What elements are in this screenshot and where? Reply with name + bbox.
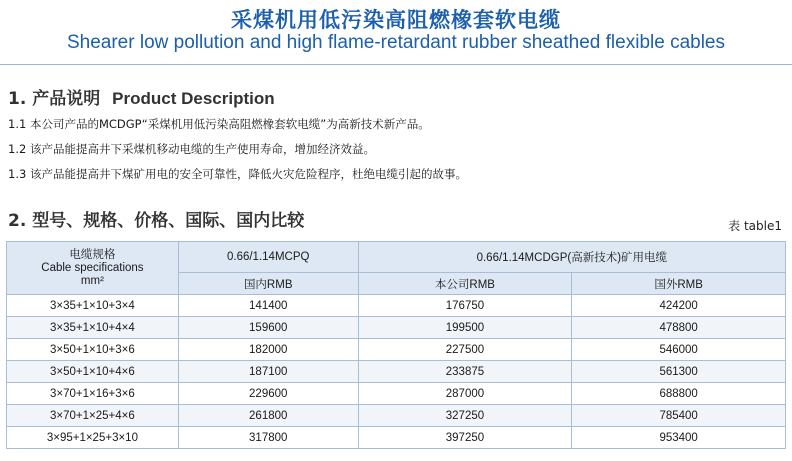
subheader-domestic: 国内RMB [178, 273, 358, 295]
section-1-title-cn: 产品说明 [32, 89, 101, 109]
cell-company: 287000 [358, 383, 572, 405]
cell-foreign: 546000 [572, 339, 786, 361]
section-2-heading: 2. 型号、规格、价格、国际、国内比较 [8, 211, 305, 231]
spec-header-en: Cable specifications [41, 261, 144, 274]
spec-header-unit: mm² [80, 274, 104, 287]
cell-foreign: 953400 [572, 427, 786, 449]
page-title-chinese: 采煤机用低污染高阻燃橡套软电缆 [231, 8, 561, 32]
cell-spec: 3×35+1×10+4×4 [7, 317, 179, 339]
cell-domestic: 187100 [178, 361, 358, 383]
group-header-mcdgp: 0.66/1.14MCDGP(高新技术)矿用电缆 [358, 242, 785, 273]
cell-domestic: 141400 [178, 295, 358, 317]
cell-foreign: 785400 [572, 405, 786, 427]
table-row [7, 361, 786, 383]
description-line-2: 1.2 该产品能提高井下采煤机移动电缆的生产使用寿命，增加经济效益。 [8, 142, 375, 156]
cell-spec: 3×70+1×16+3×6 [7, 383, 179, 405]
cell-foreign: 561300 [572, 361, 786, 383]
description-line-3: 1.3 该产品能提高井下煤矿用电的安全可靠性，降低火灾危险程序，杜绝电缆引起的故事。 [8, 167, 467, 181]
cell-company: 227500 [358, 339, 572, 361]
page-title-english: Shearer low pollution and high flame-retardant rubber sheathed flexible cables [66, 32, 725, 53]
cell-domestic: 317800 [178, 427, 358, 449]
spec-header-cn: 电缆规格 [69, 248, 116, 261]
subheader-foreign: 国外RMB [572, 273, 786, 295]
cell-domestic: 182000 [178, 339, 358, 361]
cell-foreign: 688800 [572, 383, 786, 405]
cell-foreign: 478800 [572, 317, 786, 339]
cell-spec: 3×95+1×25+3×10 [7, 427, 179, 449]
spec-column-header [7, 242, 179, 295]
cell-spec: 3×50+1×10+3×6 [7, 339, 179, 361]
cell-spec: 3×35+1×10+3×4 [7, 295, 179, 317]
section-1-title-en: Product Description [112, 89, 275, 108]
cell-company: 397250 [358, 427, 572, 449]
table-row [7, 295, 786, 317]
cell-domestic: 159600 [178, 317, 358, 339]
header-divider [0, 64, 792, 65]
table-row [7, 427, 786, 449]
subheader-company: 本公司RMB [358, 273, 572, 295]
group-header-mcpq: 0.66/1.14MCPQ [178, 242, 358, 273]
cell-company: 327250 [358, 405, 572, 427]
table-row [7, 317, 786, 339]
cell-domestic: 261800 [178, 405, 358, 427]
cell-company: 176750 [358, 295, 572, 317]
table-tag: 表 table1 [728, 219, 782, 233]
table-row [7, 339, 786, 361]
section-1-heading [8, 84, 275, 109]
price-comparison-table [6, 241, 786, 449]
cell-foreign: 424200 [572, 295, 786, 317]
cell-domestic: 229600 [178, 383, 358, 405]
description-line-1: 1.1 本公司产品的MCDGP“采煤机用低污染高阻燃橡套软电缆”为高新技术新产品。 [8, 117, 430, 131]
table-header-row [7, 242, 786, 273]
cell-company: 233875 [358, 361, 572, 383]
table-row [7, 383, 786, 405]
cell-company: 199500 [358, 317, 572, 339]
table-row [7, 405, 786, 427]
cell-spec: 3×70+1×25+4×6 [7, 405, 179, 427]
section-1-number: 1. [8, 89, 27, 109]
cell-spec: 3×50+1×10+4×6 [7, 361, 179, 383]
